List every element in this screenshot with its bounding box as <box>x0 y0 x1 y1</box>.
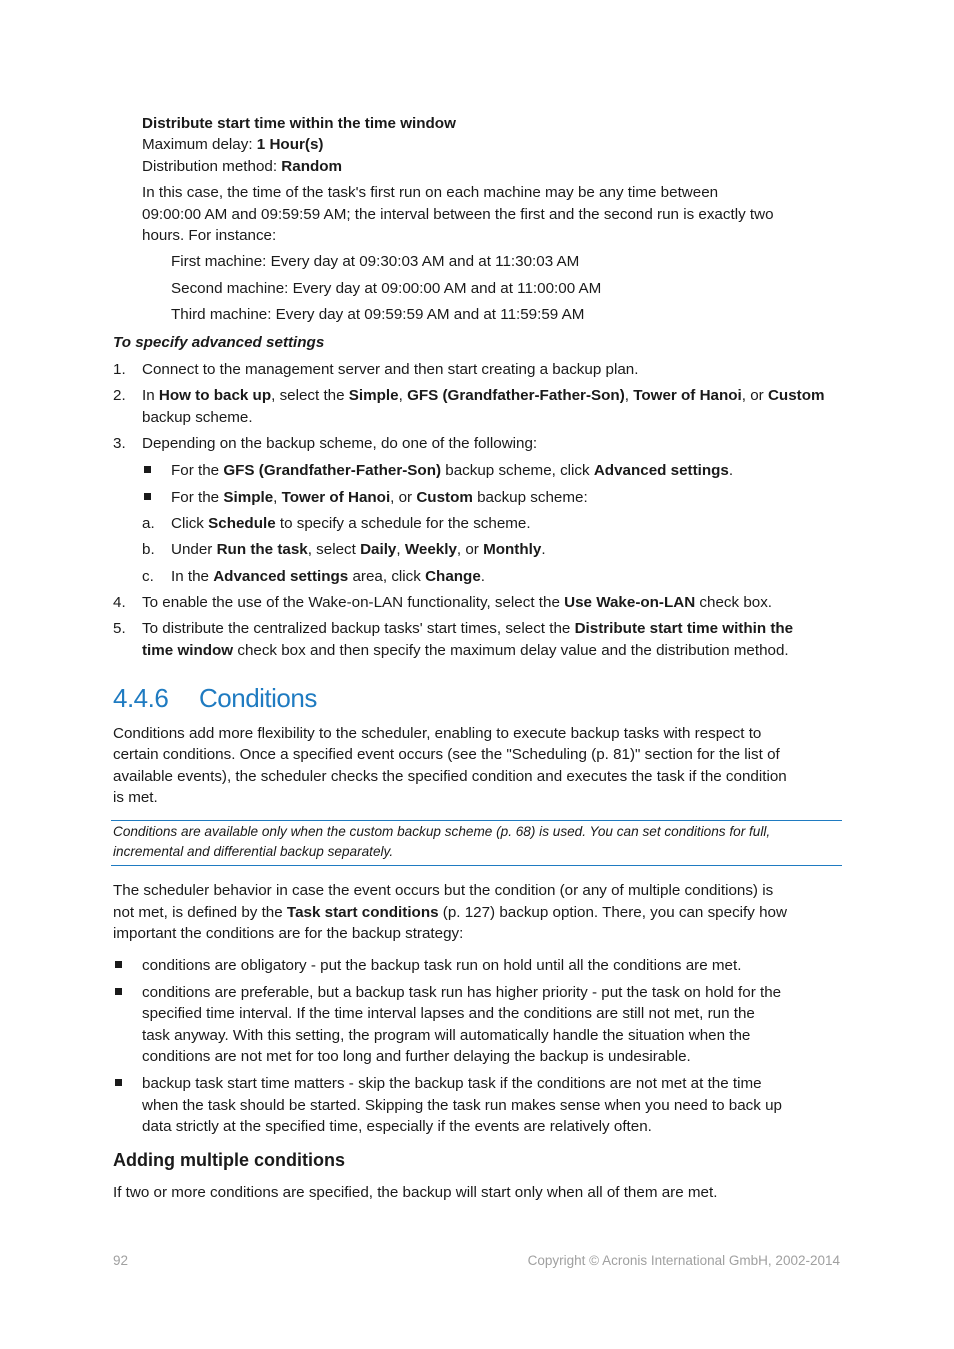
step-5-text: To distribute the centralized backup tasks' start times, select the Distribute start time within the <box>142 620 794 637</box>
behavior-paragraph-line: not met, is defined by the Task start conditions (p. 127) backup option. There, you can specify how <box>113 904 787 921</box>
section-paragraph-line: certain conditions. Once a specified event occurs (see the "Scheduling (p. 81)" section for the list of <box>113 746 780 763</box>
note-line: incremental and differential backup separately. <box>113 843 394 859</box>
bullet-line: task anyway. With this setting, the program will automatically handle the situation when the <box>142 1027 751 1044</box>
substep-letter: a. <box>142 515 155 532</box>
section-paragraph-line: Conditions add more flexibility to the scheduler, enabling to execute backup tasks with respect to <box>113 725 762 742</box>
step-2-text-cont: backup scheme. <box>142 409 253 426</box>
copyright-text: Copyright © Acronis International GmbH, 2002-2014 <box>527 1253 840 1268</box>
section-paragraph-line: available events), the scheduler checks the specified condition and executes the task if the condition <box>113 768 787 785</box>
intro-paragraph-line: hours. For instance: <box>142 227 277 244</box>
simple-bullet-text: For the Simple, Tower of Hanoi, or Custom backup scheme: <box>171 489 588 506</box>
procedure-title: To specify advanced settings <box>113 334 325 351</box>
bullet-square-icon <box>115 961 122 968</box>
sub-heading: Adding multiple conditions <box>113 1150 345 1170</box>
step-number: 1. <box>113 361 126 378</box>
task-start-conditions-link: Task start conditions <box>286 904 439 921</box>
step-number: 3. <box>113 435 126 452</box>
sub-paragraph: If two or more conditions are specified, the backup will start only when all of them are met. <box>113 1184 718 1201</box>
section-number: 4.4.6 <box>113 683 169 713</box>
page-number: 92 <box>113 1253 129 1268</box>
bullet-line: backup task start time matters - skip the backup task if the conditions are not met at the time <box>142 1075 762 1092</box>
step-number: 2. <box>113 387 126 404</box>
bullet-line: data strictly at the specified time, especially if the events are relatively often. <box>142 1118 652 1135</box>
bullet-line: conditions are obligatory - put the backup task run on hold until all the conditions are met. <box>142 957 742 974</box>
step-number: 5. <box>113 620 126 637</box>
example-line: Third machine: Every day at 09:59:59 AM and at 11:59:59 AM <box>171 306 585 323</box>
section-paragraph-line: is met. <box>113 789 158 806</box>
step-number: 4. <box>113 594 126 611</box>
section-heading <box>113 681 317 715</box>
bullet-line: specified time interval. If the time interval lapses and the conditions are still not met, run the <box>142 1005 755 1022</box>
distribution-method-line: Distribution method: Random <box>142 158 343 175</box>
gfs-bullet-text: For the GFS (Grandfather-Father-Son) backup scheme, click Advanced settings. <box>171 462 734 479</box>
note-text <box>113 822 841 861</box>
bullet-square-icon <box>115 988 122 995</box>
step-2-text: In How to back up, select the Simple, GFS (Grandfather-Father-Son), Tower of Hanoi, or Custom <box>142 387 825 404</box>
bullet-line: conditions are preferable, but a backup task run has higher priority - put the task on hold for the <box>142 984 782 1001</box>
bullet-line: conditions are not met for too long and further delaying the backup is undesirable. <box>142 1048 691 1065</box>
step-1-text: Connect to the management server and then start creating a backup plan. <box>142 361 639 378</box>
bullet-line: when the task should be started. Skipping the task run makes sense when you need to back up <box>142 1097 782 1114</box>
substep-c-text: In the Advanced settings area, click Change. <box>171 568 486 585</box>
bullet-square-icon <box>144 466 151 473</box>
step-3-text: Depending on the backup scheme, do one of the following: <box>142 435 538 452</box>
section-title: Conditions <box>199 683 317 713</box>
example-line: First machine: Every day at 09:30:03 AM and at 11:30:03 AM <box>171 253 580 270</box>
step-5-text-cont: time window check box and then specify the maximum delay value and the distribution method. <box>142 642 789 659</box>
substep-letter: b. <box>142 541 155 558</box>
substep-a-text: Click Schedule to specify a schedule for the scheme. <box>171 515 531 532</box>
note-line: Conditions are available only when the custom backup scheme (p. 68) is used. You can set conditions for full, <box>113 824 771 839</box>
substep-b-text: Under Run the task, select Daily, Weekly, or Monthly. <box>171 541 546 558</box>
intro-paragraph-line: In this case, the time of the task's first run on each machine may be any time between <box>142 184 719 201</box>
note-top-rule <box>111 820 842 821</box>
bullet-square-icon <box>115 1079 122 1086</box>
bullet-square-icon <box>144 493 151 500</box>
note-bottom-rule <box>111 865 842 866</box>
max-delay-line: Maximum delay: 1 Hour(s) <box>142 136 324 153</box>
step-4-text: To enable the use of the Wake-on-LAN functionality, select the Use Wake-on-LAN check box. <box>142 594 773 611</box>
behavior-paragraph-line: The scheduler behavior in case the event occurs but the condition (or any of multiple conditions) is <box>113 882 774 899</box>
distribute-heading: Distribute start time within the time window <box>142 115 456 132</box>
intro-paragraph-line: 09:00:00 AM and 09:59:59 AM; the interval between the first and the second run is exactly two <box>142 206 774 223</box>
behavior-paragraph-line: important the conditions are for the backup strategy: <box>113 925 464 942</box>
substep-letter: c. <box>142 568 154 585</box>
example-line: Second machine: Every day at 09:00:00 AM and at 11:00:00 AM <box>171 280 602 297</box>
